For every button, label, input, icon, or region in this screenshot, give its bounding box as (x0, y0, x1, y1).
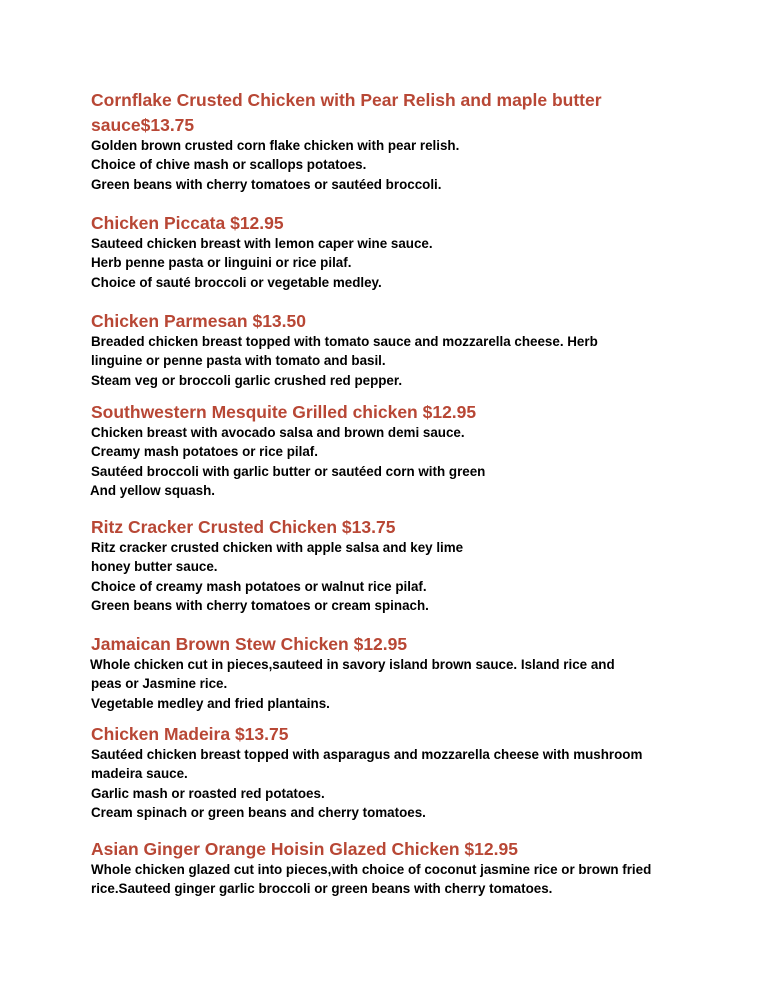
description-line: honey butter sauce. (91, 559, 218, 575)
description-line: Chicken breast with avocado salsa and brown demi sauce. (91, 425, 465, 440)
menu-item-chicken-madeira (91, 722, 691, 823)
title-line: Chicken Piccata $12.95 (91, 213, 284, 233)
title-line: Ritz Cracker Crusted Chicken $13.75 (91, 517, 396, 537)
menu-item-description (91, 655, 691, 713)
menu-item-description (91, 332, 691, 390)
description-line: Sautéed chicken breast topped with asparagus and mozzarella cheese with mushroom (91, 747, 643, 762)
title-line: Jamaican Brown Stew Chicken $12.95 (91, 634, 408, 654)
description-line: Vegetable medley and fried plantains. (91, 695, 330, 711)
menu-item-description (91, 538, 691, 616)
description-line: peas or Jasmine rice. (91, 676, 228, 692)
description-line: Golden brown crusted corn flake chicken with pear relish. (91, 138, 460, 153)
description-line: Creamy mash potatoes or rice pilaf. (91, 444, 318, 460)
menu-item-ritz-cracker-chicken (91, 515, 691, 616)
description-line: Choice of creamy mash potatoes or walnut rice pilaf. (91, 578, 427, 594)
description-line: madeira sauce. (91, 766, 188, 782)
description-line: Ritz cracker crusted chicken with apple salsa and key lime (91, 540, 464, 555)
menu-item-title (91, 722, 691, 747)
description-line: Sauteed chicken breast with lemon caper wine sauce. (91, 236, 433, 251)
title-line: Chicken Madeira $13.75 (91, 724, 289, 744)
menu-item-description (91, 136, 691, 194)
menu-item-description (91, 860, 691, 899)
menu-item-title (91, 837, 691, 862)
menu-item-chicken-piccata (91, 211, 691, 292)
description-line: Herb penne pasta or linguini or rice pilaf. (91, 255, 352, 271)
title-line: Southwestern Mesquite Grilled chicken $12.95 (91, 402, 477, 422)
menu-item-southwestern-chicken (91, 400, 691, 501)
description-line: Whole chicken cut in pieces,sauteed in savory island brown sauce. Island rice and (90, 657, 615, 672)
menu-item-description (91, 745, 691, 823)
description-line: Sautéed broccoli with garlic butter or sautéed corn with green (91, 463, 486, 479)
menu-item-description (91, 423, 691, 501)
menu-item-jamaican-brown-stew-chicken (91, 632, 691, 713)
menu-item-title (91, 632, 691, 657)
description-line: Whole chicken glazed cut into pieces,with choice of coconut jasmine rice or brown fried (91, 862, 652, 877)
description-line: linguine or penne pasta with tomato and basil. (91, 353, 386, 369)
menu-item-title (91, 309, 691, 334)
description-line: rice.Sauteed ginger garlic broccoli or green beans with cherry tomatoes. (91, 881, 553, 897)
menu-item-title (91, 515, 691, 540)
title-line: Asian Ginger Orange Hoisin Glazed Chicken $12.95 (91, 839, 518, 859)
title-line: Chicken Parmesan $13.50 (91, 311, 306, 331)
description-line: Green beans with cherry tomatoes or cream spinach. (91, 598, 429, 614)
description-line: Steam veg or broccoli garlic crushed red pepper. (91, 372, 403, 388)
description-line: Garlic mash or roasted red potatoes. (91, 785, 325, 801)
menu-item-chicken-parmesan (91, 309, 691, 390)
description-line: Choice of chive mash or scallops potatoes. (91, 157, 367, 173)
title-line: Cornflake Crusted Chicken with Pear Relish and maple butter (91, 90, 602, 110)
menu-item-cornflake-chicken (91, 88, 691, 194)
description-line: And yellow squash. (90, 483, 216, 499)
title-line: sauce$13.75 (91, 115, 195, 135)
description-line: Cream spinach or green beans and cherry tomatoes. (91, 805, 426, 821)
menu-item-title (91, 400, 691, 425)
description-line: Choice of sauté broccoli or vegetable medley. (91, 274, 382, 290)
description-line: Breaded chicken breast topped with tomato sauce and mozzarella cheese. Herb (91, 334, 598, 349)
menu-item-title (91, 88, 691, 138)
description-line: Green beans with cherry tomatoes or sautéed broccoli. (91, 176, 442, 192)
menu-item-title (91, 211, 691, 236)
menu-item-asian-ginger-chicken (91, 837, 691, 899)
menu-item-description (91, 234, 691, 292)
